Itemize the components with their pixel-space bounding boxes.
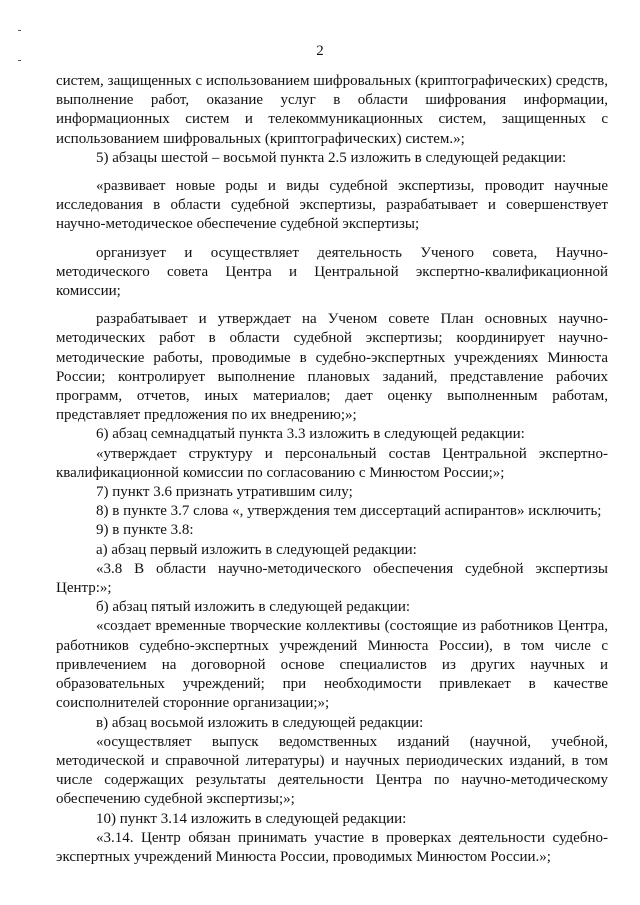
paragraph: «3.8 В области научно-методического обеспечения судебной экспертизы Центр:»; — [56, 560, 608, 597]
paragraph: «создает временные творческие коллективы (состоящие из работников Центра, работников судебно-экспертных учреждений Минюста России), в том числе с привлечением на договорной основе специалистов из других научных и образовательных учреждений; при необходимости привлекает в качестве соисполнителей сторонние организации;»; — [56, 618, 608, 712]
paragraph: а) абзац первый изложить в следующей редакции: — [96, 541, 417, 558]
paragraph: 10) пункт 3.14 изложить в следующей редакции: — [96, 810, 407, 827]
paragraph: организует и осуществляет деятельность Ученого совета, Научно-методического совета Центра и Центральной экспертно-квалификационной комиссии; — [56, 244, 608, 300]
paragraph: «утверждает структуру и персональный состав Центральной экспертно-квалификационной комиссии по согласованию с Минюстом России;»; — [56, 445, 608, 481]
page-number: 2 — [316, 43, 324, 59]
paragraph: «развивает новые роды и виды судебной экспертизы, проводит научные исследования в области судебной экспертизы, разрабатывает и совершенствует научно-методическое обеспечение судебной экспертизы; — [56, 178, 608, 233]
scan-mark — [18, 30, 21, 31]
paragraph: 7) пункт 3.6 признать утратившим силу; — [96, 484, 353, 501]
paragraph: б) абзац пятый изложить в следующей редакции: — [96, 599, 411, 616]
paragraph: «3.14. Центр обязан принимать участие в проверках деятельности судебно-экспертных учреждений Минюста России, проводимых Минюстом России.»; — [56, 829, 608, 865]
paragraph: 6) абзац семнадцатый пункта 3.3 изложить в следующей редакции: — [96, 426, 525, 443]
document-body — [56, 72, 608, 867]
paragraph: 5) абзацы шестой – восьмой пункта 2.5 изложить в следующей редакции: — [96, 149, 567, 166]
paragraph: 8) в пункте 3.7 слова «, утверждения тем диссертаций аспирантов» исключить; — [96, 503, 602, 520]
paragraph: 9) в пункте 3.8: — [96, 522, 194, 539]
scan-mark — [18, 60, 21, 61]
paragraph: «осуществляет выпуск ведомственных изданий (научной, учебной, методической и справочной литературы) и научных периодических изданий, в том числе содержащих результаты деятельности Центра по научно-методическому обеспечению судебной экспертизы;»; — [56, 733, 608, 808]
paragraph: в) абзац восьмой изложить в следующей редакции: — [96, 714, 424, 731]
paragraph: систем, защищенных с использованием шифровальных (криптографических) средств, выполнение работ, оказание услуг в области шифрования информации, информационных систем и телекоммуникационных систем, защищенных с использованием шифровальных (криптографических) систем.»; — [56, 73, 608, 147]
paragraph: разрабатывает и утверждает на Ученом совете План основных научно-методических работ в области судебной экспертизы; координирует научно-методические работы, проводимые в судебно-экспертных учреждениях Минюста России; контролирует выполнение плановых заданий, представление рабочих программ, отчетов, иных материалов; дает оценку выполненным работам, представляет предложения по их внедрению;»; — [56, 311, 608, 424]
